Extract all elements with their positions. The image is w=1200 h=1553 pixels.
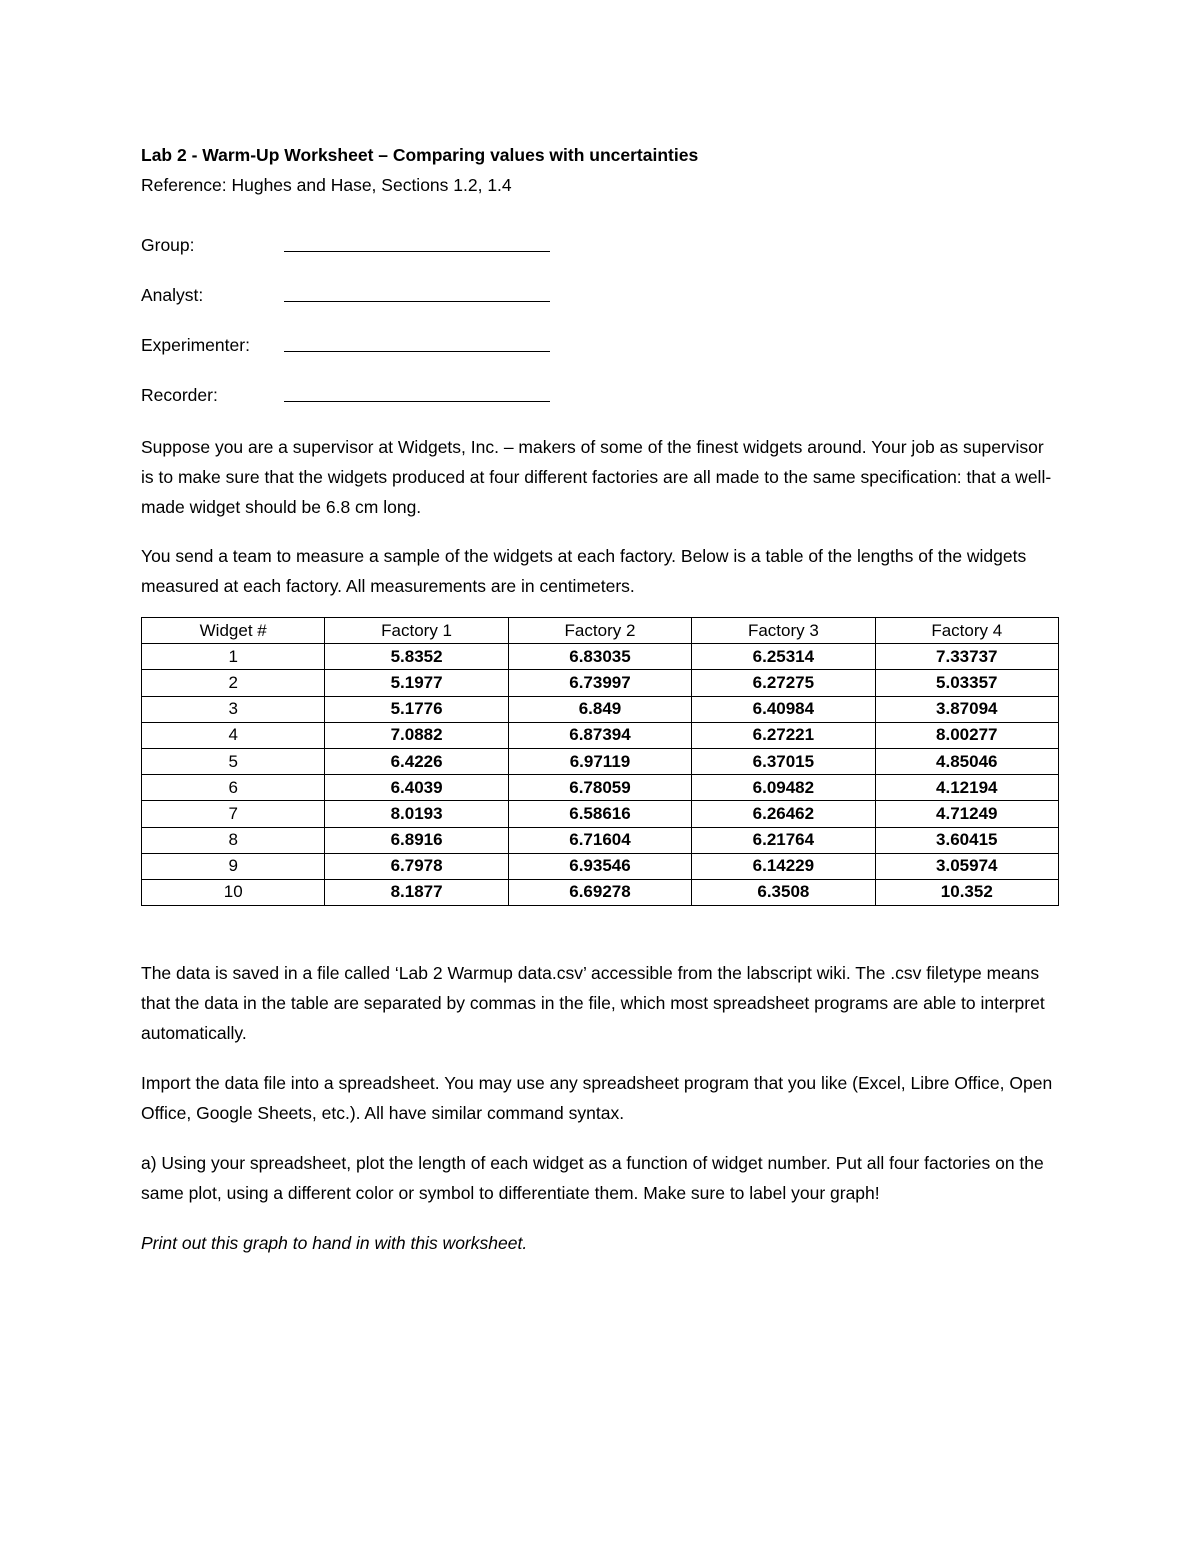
- factory-2-cell: 6.97119: [508, 748, 691, 774]
- intro-paragraph: Suppose you are a supervisor at Widgets, Inc. – makers of some of the finest widgets around. Your job as supervisor is to make sure that the widgets produced at four different factories are all made to the same specification: that a well-made widget should be 6.8 cm long.: [141, 437, 1052, 517]
- factory-3-cell: 6.40984: [692, 696, 875, 722]
- reference-line: Reference: Hughes and Hase, Sections 1.2, 1.4: [141, 175, 512, 195]
- role-row-analyst: [141, 256, 1061, 306]
- header-factory-2: Factory 2: [508, 618, 691, 644]
- table-row: [142, 748, 1059, 774]
- factory-3-cell: 6.25314: [692, 644, 875, 670]
- factory-1-cell: 6.4039: [325, 775, 508, 801]
- header-widget-number: Widget #: [142, 618, 325, 644]
- table-body: [142, 644, 1059, 906]
- factory-1-cell: 8.1877: [325, 879, 508, 905]
- table-row: [142, 644, 1059, 670]
- factory-3-cell: 6.27221: [692, 722, 875, 748]
- factory-1-cell: 5.1776: [325, 696, 508, 722]
- role-row-experimenter: [141, 306, 1061, 356]
- factory-2-cell: 6.58616: [508, 801, 691, 827]
- factory-4-cell: 3.87094: [875, 696, 1058, 722]
- experimenter-blank-line: [284, 333, 550, 352]
- table-row: [142, 775, 1059, 801]
- factory-4-cell: 3.05974: [875, 853, 1058, 879]
- factory-3-cell: 6.27275: [692, 670, 875, 696]
- role-label-recorder: Recorder:: [141, 385, 218, 405]
- table-row: [142, 722, 1059, 748]
- factory-4-cell: 7.33737: [875, 644, 1058, 670]
- table-row: [142, 879, 1059, 905]
- import-paragraph: Import the data file into a spreadsheet. You may use any spreadsheet program that you like (Excel, Libre Office, Open Office, Google Sheets, etc.). All have similar command syntax.: [141, 1073, 1053, 1124]
- task-a-paragraph: a) Using your spreadsheet, plot the length of each widget as a function of widget number. Put all four factories on the same plot, using a different color or symbol to differentiate them. Make sure to label your graph!: [141, 1153, 1044, 1204]
- role-label-analyst: Analyst:: [141, 285, 204, 305]
- widget-number-cell: 2: [142, 670, 325, 696]
- factory-4-cell: 3.60415: [875, 827, 1058, 853]
- factory-2-cell: 6.71604: [508, 827, 691, 853]
- widget-number-cell: 1: [142, 644, 325, 670]
- factory-4-cell: 5.03357: [875, 670, 1058, 696]
- widget-number-cell: 4: [142, 722, 325, 748]
- role-label-experimenter: Experimenter:: [141, 335, 250, 355]
- role-row-recorder: [141, 356, 1061, 406]
- factory-2-cell: 6.87394: [508, 722, 691, 748]
- widget-number-cell: 7: [142, 801, 325, 827]
- factory-3-cell: 6.3508: [692, 879, 875, 905]
- widget-number-cell: 10: [142, 879, 325, 905]
- role-label-group: Group:: [141, 235, 195, 255]
- recorder-blank-line: [284, 383, 550, 402]
- factory-3-cell: 6.21764: [692, 827, 875, 853]
- factory-3-cell: 6.37015: [692, 748, 875, 774]
- factory-1-cell: 6.4226: [325, 748, 508, 774]
- role-fields: [141, 220, 1061, 406]
- factory-1-cell: 7.0882: [325, 722, 508, 748]
- header-factory-1: Factory 1: [325, 618, 508, 644]
- factory-4-cell: 4.85046: [875, 748, 1058, 774]
- header-factory-3: Factory 3: [692, 618, 875, 644]
- table-row: [142, 670, 1059, 696]
- factory-3-cell: 6.26462: [692, 801, 875, 827]
- factory-3-cell: 6.09482: [692, 775, 875, 801]
- factory-2-cell: 6.93546: [508, 853, 691, 879]
- factory-4-cell: 10.352: [875, 879, 1058, 905]
- worksheet-page: [141, 140, 1061, 1258]
- factory-2-cell: 6.69278: [508, 879, 691, 905]
- group-blank-line: [284, 233, 550, 252]
- widget-number-cell: 6: [142, 775, 325, 801]
- file-paragraph: The data is saved in a file called ‘Lab 2 Warmup data.csv’ accessible from the labscript wiki. The .csv filetype means that the data in the table are separated by commas in the file, which most spreadsheet programs are able to interpret automatically.: [141, 963, 1045, 1044]
- table-row: [142, 801, 1059, 827]
- print-note: Print out this graph to hand in with this worksheet.: [141, 1233, 528, 1254]
- factory-2-cell: 6.83035: [508, 644, 691, 670]
- factory-4-cell: 4.12194: [875, 775, 1058, 801]
- role-row-group: [141, 220, 1061, 256]
- factory-1-cell: 6.7978: [325, 853, 508, 879]
- table-header-row: [142, 618, 1059, 644]
- factory-1-cell: 6.8916: [325, 827, 508, 853]
- team-paragraph: You send a team to measure a sample of the widgets at each factory. Below is a table of the lengths of the widgets measured at each factory. All measurements are in centimeters.: [141, 546, 1027, 596]
- factory-4-cell: 4.71249: [875, 801, 1058, 827]
- factory-3-cell: 6.14229: [692, 853, 875, 879]
- table-row: [142, 853, 1059, 879]
- table-row: [142, 696, 1059, 722]
- factory-2-cell: 6.78059: [508, 775, 691, 801]
- factory-2-cell: 6.73997: [508, 670, 691, 696]
- factory-1-cell: 5.8352: [325, 644, 508, 670]
- widget-number-cell: 9: [142, 853, 325, 879]
- table-row: [142, 827, 1059, 853]
- analyst-blank-line: [284, 283, 550, 302]
- factory-2-cell: 6.849: [508, 696, 691, 722]
- widget-number-cell: 8: [142, 827, 325, 853]
- header-factory-4: Factory 4: [875, 618, 1058, 644]
- factory-1-cell: 8.0193: [325, 801, 508, 827]
- factory-1-cell: 5.1977: [325, 670, 508, 696]
- worksheet-title: Lab 2 - Warm-Up Worksheet – Comparing values with uncertainties: [141, 145, 699, 165]
- factory-4-cell: 8.00277: [875, 722, 1058, 748]
- widget-number-cell: 5: [142, 748, 325, 774]
- widget-measurements-table: [141, 617, 1059, 906]
- widget-number-cell: 3: [142, 696, 325, 722]
